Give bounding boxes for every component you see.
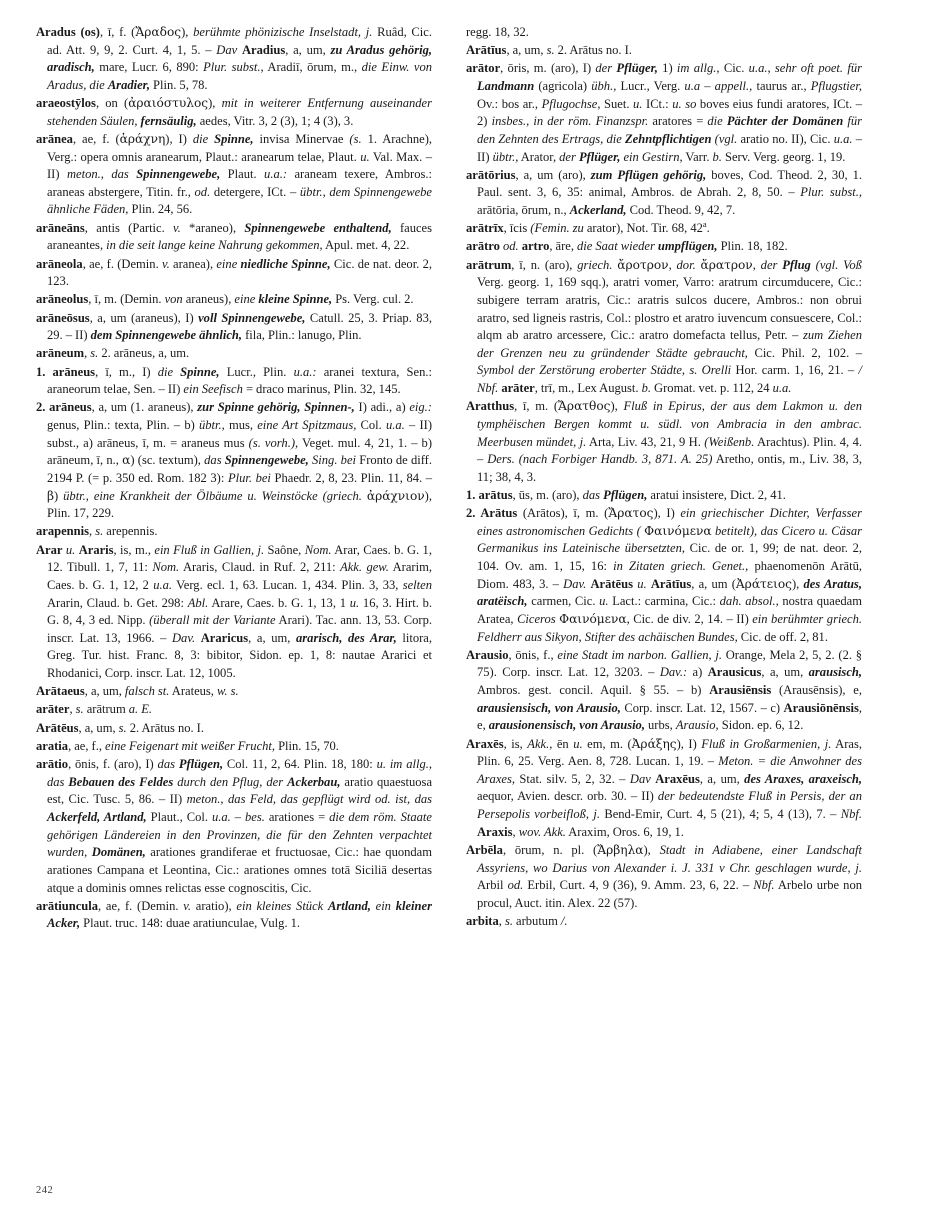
dictionary-entry: Arātīus, a, um, s. 2. Arātus no. I. [466,43,632,58]
dictionary-entry: 2. Arātus (Arātos), ī, m. (Ἄρατος), I) ein griechischer Dichter, Verfasser eines astronomischen Gedichts ( Φαινόμενα betitelt), das Cicero u. Cäsar Germanikus ins Lateinische übersetzten, Cic. de or. 1, 99; de nat. deor. 2, 104. Ov. am. 1, 15, 16: in Zitaten griech. Genet., phaenomenōn Arātū, Diom. 483, 3. – Dav. Arātēus u. Arātīus, a, um (Ἀράτειος), des Aratus, aratëisch, carmen, Cic. u. Lact.: carmina, Cic.: dah. absol., nostra quaedam Aratea, Ciceros Φαινόμενα, Cic. de div. 2, 14. – II) ein berühmter griech. Feldherr aus Sikyon, Stifter des achäischen Bundes, Cic. de off. 2, 81. [466,506,862,644]
dictionary-entry: arātōrius, a, um (aro), zum Pflügen gehörig, boves, Cod. Theod. 2, 30, 1. Paul. sent. 3, 6, 35: animal, Ambros. de Abrah. 2, 8, 50. – Plur. subst., arātōria, ōrum, n., Ackerland, Cod. Theod. 9, 42, 7. [466,167,862,218]
dictionary-entry: Arbēla, ōrum, n. pl. (Ἄρβηλα), Stadt in Adiabene, einer Landschaft Assyriens, wo Darius von Alexander i. J. 331 v Chr. geschlagen wurde, j. Arbil od. Erbil, Curt. 4, 9 (36), 9. Amm. 23, 6, 22. – Nbf. Arbelo urbe non procul, Auct. itin. Alex. 22 (57). [466,842,862,910]
dictionary-entry: 2. arāneus, a, um (1. araneus), zur Spinne gehörig, Spinnen-, I) adi., a) eig.: genus, Plin.: texta, Plin. – b) übtr., mus, eine Art Spitzmaus, Col. u.a. – II) subst., a) arāneus, ī, m. = araneus mus (s. vorh.), Veget. mul. 4, 21, 1. – b) arāneum, ī, n., α) (sc. textum), das Spinnengewebe, Sing. bei Fronto de diff. 2194 P. (= p. 350 ed. Rom. 182 3): Plur. bei Phaedr. 2, 8, 23. Plin. 11, 84. – β) übtr., eine Krankheit der Ölbäume u. Weinstöcke (griech. ἀράχνιον), Plin. 17, 229. [36,400,433,521]
dictionary-entry: arānea, ae, f. (ἀράχνη), I) die Spinne, invisa Minervae (s. 1. Arachne), Verg.: opera omnis aranearum, Plaut.: aranearum telae, Plaut. u. Val. Max. – II) meton., das Spinnengewebe, Plaut. u.a.: araneam texere, Ambros.: araneas abstergere, Titin. fr., od. detergere, ICt. – übtr., dem Spinnengewebe ähnliche Fäden, Plin. 24, 56. [36,131,433,217]
dictionary-entry: arāneōsus, a, um (araneus), I) voll Spinnengewebe, Catull. 25, 3. Priap. 83, 29. – II) dem Spinnengewebe ähnlich, fila, Plin.: lanugo, Plin. [36,310,432,343]
dictionary-entry: aratia, ae, f., eine Feigenart mit weißer Frucht, Plin. 15, 70. [36,738,339,753]
two-column-layout [36,24,899,933]
dictionary-entry: arātio, ōnis, f. (aro), I) das Pflügen, Col. 11, 2, 64. Plin. 18, 180: u. im allg., das Bebauen des Feldes durch den Pflug, der Ackerbau, aratio quaestuosa est, Cic. Tusc. 5, 86. – II) meton., das Feld, das gepflügt wird od. ist, das Ackerfeld, Artland, Plaut., Col. u.a. – bes. arationes = die dem röm. Staate gehörigen Ländereien in den Provinzen, die für den Zehnten verpachtet wurden, Domänen, arationes grandiferae et fructuosae, Cic.: hae quondam arationes Campana et Leontina, Cic.: arationes omnes totā Siciliā desertas atque a dominis omnes relictas esse cognoscitis, Cic. [36,757,433,895]
dictionary-entry: arātro od. artro, āre, die Saat wieder umpflügen, Plin. 18, 182. [466,239,788,254]
dictionary-entry: arāter, s. arātrum a. E. [36,702,152,717]
dictionary-entry: Arausio, ōnis, f., eine Stadt im narbon. Gallien, j. Orange, Mela 2, 5, 2. (2. § 75). Corp. inscr. Lat. 12, 3203. – Dav.: a) Arausicus, a, um, arausisch, Ambros. gest. concil. Aquil. § 55. – b) Arausiēnsis (Arausēnsis), e, arausiensisch, von Arausio, Corp. inscr. Lat. 12, 1567. – c) Arausiōnēnsis, e, arausionensisch, von Arausio, urbs, Arausio, Sidon. ep. 6, 12. [466,647,862,733]
dictionary-entry: arbita, s. arbutum /. [466,913,568,928]
left-column [36,24,432,933]
dictionary-entry: Aratthus, ī, m. (Ἄρατθος), Fluß in Epirus, der aus dem Lakmon u. den tymphëischen Bergen kommt u. südl. von Ambracia in den ambrac. Meerbusen mündet, j. Arta, Liv. 43, 21, 9 H. (Weißenb. Arachtus). Plin. 4, 4. – Ders. (nach Forbiger Handb. 3, 871. A. 25) Aretho, ontis, m., Liv. 38, 3, 11; 38, 4, 3. [466,399,863,484]
dictionary-entry: arapennis, s. arepennis. [36,524,158,539]
dictionary-entry: 1. arāneus, ī, m., I) die Spinne, Lucr., Plin. u.a.: aranei textura, Sen.: araneorum telae, Sen. – II) ein Seefisch = draco marinus, Plin. 32, 145. [36,364,432,397]
dictionary-entry: arāneola, ae, f. (Demin. v. aranea), eine niedliche Spinne, Cic. de nat. deor. 2, 123. [36,256,432,289]
dictionary-entry: Arātaeus, a, um, falsch st. Arateus, w. s. [36,684,239,699]
dictionary-entry: regg. 18, 32. [466,25,529,39]
dictionary-entry: 1. arātus, ūs, m. (aro), das Pflügen, aratui insistere, Dict. 2, 41. [466,488,786,502]
right-column [466,24,862,931]
dictionary-entry: araeostȳlos, on (ἀραιόστυλος), mit in weiterer Entfernung auseinander stehenden Säulen, fernsäulig, aedes, Vitr. 3, 2 (3), 1; 4 (3), 3. [36,96,432,128]
dictionary-entry: arāneolus, ī, m. (Demin. von araneus), eine kleine Spinne, Ps. Verg. cul. 2. [36,292,414,307]
dictionary-entry: arātrum, ī, n. (aro), griech. ἄροτρον, dor. ἄρατρον, der Pflug (vgl. Voß Verg. georg. 1, 169 sqq.), aratri vomer, Varro: aratrum circumducere, Cic.: subigere terram aratris, Cic.: aratris sulcos ducere, Ambros.: non obrui aratro, sed ligneis rastris, Col.: plostro et aratro iuvencum consuescere, Col.: alqm ab aratro arcessere, Cic.: aratro domefacta tellus, Petr. – zum Ziehen der Grenzen neu zu gründender Städte gebraucht, Cic. Phil. 2, 102. – Symbol der Zerstörung eroberter Städte, s. Orelli Hor. carm. 1, 16, 21. – / Nbf. arāter, trī, m., Lex August. b. Gromat. vet. p. 112, 24 u.a. [466,257,862,396]
dictionary-entry: arāneāns, antis (Partic. v. *araneo), Spinnengewebe enthaltend, fauces araneantes, in die seit lange keine Nahrung gekommen, Apul. met. 4, 22. [36,220,433,253]
dictionary-entry: arāneum, s. 2. arāneus, a, um. [36,346,190,361]
dictionary-entry: arātor, ōris, m. (aro), I) der Pflüger, 1) im allg., Cic. u.a., sehr oft poet. für Landmann (agricola) übh., Lucr., Verg. u.a – appell., taurus ar., Pflugstier, Ov.: bos ar., Pflugochse, Suet. u. ICt.: u. so boves eius fundi aratores, ICt. – 2) insbes., in der röm. Finanzspr. aratores = die Pächter der Domänen für den Zehnten des Ertrags, die Zehntpflichtigen (vgl. aratio no. II), Cic. u.a. – II) übtr., Arator, der Pflüger, ein Gestirn, Varr. b. Serv. Verg. georg. 1, 19. [466,61,862,164]
dictionary-entry: Aradus (os), ī, f. (Ἄραδος), berühmte phönizische Inselstadt, j. Ruâd, Cic. ad. Att. 9, 9, 2. Curt. 4, 1, 5. – Dav Aradius, a, um, zu Aradus gehörig, aradisch, mare, Lucr. 6, 890: Plur. subst., Aradiī, ōrum, m., die Einw. von Aradus, die Aradier, Plin. 5, 78. [36,25,432,92]
dictionary-entry: Araxēs, is, Akk., ēn u. em, m. (Ἀράξης), I) Fluß in Großarmenien, j. Aras, Plin. 6, 25. Verg. Aen. 8, 728. Lucan. 1, 19. – Meton. = die Anwohner des Araxes, Stat. silv. 5, 2, 32. – Dav Araxēus, a, um, des Araxes, araxeisch, aequor, Avien. descr. orb. 30. – II) der bedeutendste Fluß in Persis, der an Persepolis vorbeifloß, j. Bend-Emir, Curt. 4, 5 (21), 4; 5, 4 (13), 7. – Nbf. Araxis, wov. Akk. Araxim, Oros. 6, 19, 1. [466,736,863,839]
dictionary-entry: arātiuncula, ae, f. (Demin. v. aratio), ein kleines Stück Artland, ein kleiner Acker, Plaut. truc. 148: duae aratiunculae, Vulg. 1. [36,898,432,931]
dictionary-entry: Arar u. Araris, is, m., ein Fluß in Gallien, j. Saône, Nom. Arar, Caes. b. G. 1, 12. Tibull. 1, 7, 11: Nom. Araris, Claud. in Ruf. 2, 211: Akk. gew. Ararim, Caes. b. G. 1, 12, 2 u.a. Verg. ecl. 1, 63. Lucan. 1, 434. Plin. 3, 33, selten Ararin, Claud. b. Get. 298: Abl. Arare, Caes. b. G. 1, 13, 1 u. 16, 3. Hirt. b. G. 8, 4, 3 ed. Nipp. (überall mit der Variante Arari). Tac. ann. 13, 53. Corp. inscr. Lat. 13, 1966. – Dav. Araricus, a, um, ararisch, des Arar, litora, Greg. Tur. hist. Franc. 8, 3: bibitor, Sidon. ep. 1, 8: nautae Ararici et Rhodanici, Corp. inscr. Lat. 12, 1005. [36,542,433,681]
dictionary-entry: arātrīx, īcis (Femin. zu arator), Not. Tir. 68, 42$^a$. [466,219,710,236]
dictionary-entry: Arātēus, a, um, s. 2. Arātus no. I. [36,720,204,735]
page-number: 242 [36,1185,54,1196]
